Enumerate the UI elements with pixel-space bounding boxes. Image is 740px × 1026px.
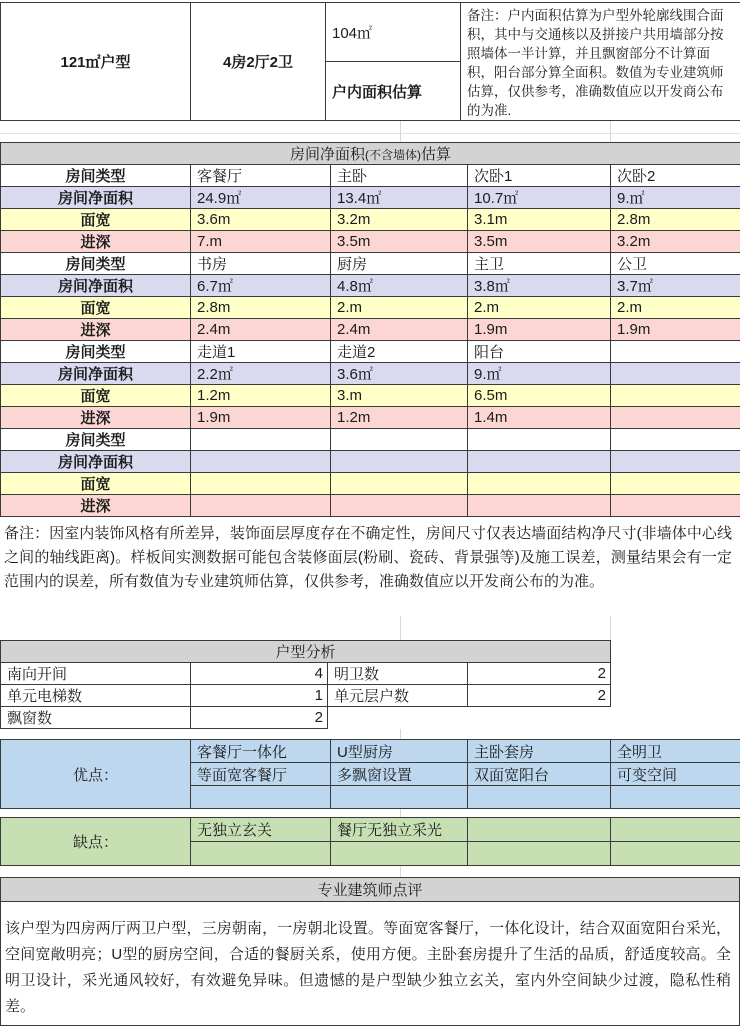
- pros-item-cell: 客餐厅一体化: [191, 740, 331, 763]
- pros-item-cell: 可变空间: [611, 763, 740, 786]
- room-depth-cell: 3.5m: [331, 231, 468, 253]
- cons-item-cell: [191, 842, 331, 866]
- room-width-cell: 3.2m: [331, 209, 468, 231]
- cons-label-cell: 缺点：: [1, 818, 191, 866]
- table-row: [1, 3, 740, 62]
- room-width-cell: 3.6m: [191, 209, 331, 231]
- room-depth-cell: [331, 495, 468, 517]
- room-depth-cell: [611, 407, 740, 429]
- room-width-cell: 2.8m: [191, 297, 331, 319]
- table-row: [1, 818, 740, 842]
- room-area-cell: 3.8㎡: [468, 275, 611, 297]
- room-type-cell: 阳台: [468, 341, 611, 363]
- room-width-cell: 3.m: [331, 385, 468, 407]
- room-width-cell: 6.5m: [468, 385, 611, 407]
- room-depth-cell: 1.9m: [191, 407, 331, 429]
- pros-item-cell: [331, 786, 468, 809]
- room-depth-cell: 3.2m: [611, 231, 740, 253]
- gridline: [400, 616, 401, 640]
- room-width-cell: [611, 385, 740, 407]
- gridline: [400, 809, 401, 817]
- row-label: 房间净面积: [1, 275, 191, 297]
- row-label: 进深: [1, 495, 191, 517]
- table-row: [1, 707, 611, 729]
- cons-item-cell: [468, 818, 611, 842]
- room-table-note: 备注：因室内装饰风格有所差异，装饰面层厚度存在不确定性，房间尺寸仅表达墙面结构净尺寸(非墙体中心线之间的轴线距离)。样板间实测数据可能包含装修面层(粉刷、瓷砖、背景强等)及施工误差，测量结果会有一定范围内的误差，所有数值为专业建筑师估算，仅供参考，准确数值应以开发商公布的为准。: [0, 517, 740, 616]
- title-small: (不含墙体): [365, 148, 421, 162]
- row-label: 进深: [1, 407, 191, 429]
- grid-gap: [0, 866, 740, 877]
- room-area-cell: 6.7㎡: [191, 275, 331, 297]
- row-label: 面宽: [1, 209, 191, 231]
- analysis-label-cell: 单元层户数: [328, 685, 468, 707]
- room-area-cell: [468, 451, 611, 473]
- room-area-cell: 3.6㎡: [331, 363, 468, 385]
- table-row: [1, 275, 740, 297]
- pros-table: [0, 739, 740, 809]
- pros-item-cell: 多飘窗设置: [331, 763, 468, 786]
- analysis-label-cell: 飘窗数: [1, 707, 191, 729]
- room-area-cell: 4.8㎡: [331, 275, 468, 297]
- pros-label-cell: 优点：: [1, 740, 191, 809]
- room-depth-cell: 2.4m: [191, 319, 331, 341]
- empty-cell: [328, 707, 468, 729]
- empty-cell: [468, 707, 611, 729]
- room-depth-cell: 2.4m: [331, 319, 468, 341]
- room-width-cell: [331, 473, 468, 495]
- table-row: [1, 253, 740, 275]
- row-label: 进深: [1, 231, 191, 253]
- room-type-cell: 走道2: [331, 341, 468, 363]
- analysis-label-cell: 南向开间: [1, 663, 191, 685]
- analysis-value-cell: 2: [191, 707, 328, 729]
- room-type-cell: 走道1: [191, 341, 331, 363]
- table-row: [1, 429, 740, 451]
- row-label: 房间净面积: [1, 187, 191, 209]
- grid-gap: [0, 809, 740, 817]
- table-row: [1, 473, 740, 495]
- pros-item-cell: [468, 786, 611, 809]
- pros-item-cell: 全明卫: [611, 740, 740, 763]
- review-body: 该户型为四房两厅两卫户型，三房朝南，一房朝北设置。等面宽客餐厅，一体化设计，结合双面宽阳台采光，空间宽敞明亮；U型的厨房空间，合适的餐厨关系，使用方便。主卧套房提升了生活的品质，舒适度较高。全明卫设计，采光通风较好，有效避免异味。但遗憾的是户型缺少独立玄关，室内外空间缺少过渡，隐私性稍差。: [0, 902, 740, 1026]
- room-depth-cell: [611, 495, 740, 517]
- room-type-cell: [331, 429, 468, 451]
- pros-item-cell: U型厨房: [331, 740, 468, 763]
- unit-area-value-cell: 104㎡: [326, 3, 461, 62]
- room-area-cell: 9.㎡: [468, 363, 611, 385]
- room-depth-cell: 1.9m: [611, 319, 740, 341]
- room-width-cell: 2.m: [331, 297, 468, 319]
- room-width-cell: [191, 473, 331, 495]
- row-label: 面宽: [1, 473, 191, 495]
- analysis-value-cell: 4: [191, 663, 328, 685]
- room-area-cell: [191, 451, 331, 473]
- title-tail: 估算: [421, 146, 451, 163]
- room-type-cell: [191, 429, 331, 451]
- row-label: 房间类型: [1, 253, 191, 275]
- table-row: [1, 231, 740, 253]
- analysis-value-cell: 2: [468, 685, 611, 707]
- table-row: [1, 641, 611, 663]
- row-label: 房间类型: [1, 341, 191, 363]
- room-area-cell: 2.2㎡: [191, 363, 331, 385]
- analysis-label-cell: 单元电梯数: [1, 685, 191, 707]
- cons-item-cell: [611, 842, 740, 866]
- room-width-cell: 1.2m: [191, 385, 331, 407]
- row-label: 房间净面积: [1, 451, 191, 473]
- gridline: [400, 121, 401, 142]
- title-main: 房间净面积: [290, 146, 365, 163]
- room-type-cell: [468, 429, 611, 451]
- room-type-cell: 客餐厅: [191, 165, 331, 187]
- table-row: [1, 297, 740, 319]
- cons-table: [0, 817, 740, 866]
- row-label: 进深: [1, 319, 191, 341]
- row-label: 房间净面积: [1, 363, 191, 385]
- room-table-title: [1, 143, 740, 165]
- room-type-cell: 书房: [191, 253, 331, 275]
- room-depth-cell: 1.4m: [468, 407, 611, 429]
- table-row: [1, 451, 740, 473]
- gridline: [400, 729, 401, 739]
- analysis-value-cell: 2: [468, 663, 611, 685]
- unit-header-table: [0, 2, 740, 121]
- room-type-cell: 次卧1: [468, 165, 611, 187]
- grid-gap: [0, 616, 740, 640]
- unit-area-label-cell: 户内面积估算: [326, 62, 461, 121]
- room-area-cell: 13.4㎡: [331, 187, 468, 209]
- analysis-value-cell: 1: [191, 685, 328, 707]
- pros-item-cell: 主卧套房: [468, 740, 611, 763]
- table-row: [1, 685, 611, 707]
- grid-gap: [0, 121, 740, 142]
- table-row: [1, 319, 740, 341]
- pros-item-cell: [191, 786, 331, 809]
- room-area-cell: [611, 363, 740, 385]
- gridline: [400, 866, 401, 877]
- room-depth-cell: [468, 495, 611, 517]
- analysis-table: [0, 640, 611, 729]
- unit-header-note: 备注：户内面积估算为户型外轮廓线围合面积，其中与交通核以及拼接户共用墙部分按照墙体一半计算，并且飘窗部分不计算面积，阳台部分算全面积。数值为专业建筑师估算，仅供参考，准确数值应以开发商公布的为准.: [461, 3, 740, 121]
- table-row: [1, 740, 740, 763]
- row-label: 房间类型: [1, 165, 191, 187]
- table-row: [1, 385, 740, 407]
- room-area-cell: [611, 451, 740, 473]
- gridline: [610, 616, 611, 640]
- room-type-cell: [611, 341, 740, 363]
- gridline: [610, 121, 611, 142]
- room-area-cell: 3.7㎡: [611, 275, 740, 297]
- table-row: [1, 363, 740, 385]
- pros-item-cell: 双面宽阳台: [468, 763, 611, 786]
- room-width-cell: 2.m: [468, 297, 611, 319]
- analysis-title: 户型分析: [1, 641, 611, 663]
- room-depth-cell: 1.2m: [331, 407, 468, 429]
- table-row: [1, 165, 740, 187]
- room-width-cell: [611, 473, 740, 495]
- room-area-cell: [331, 451, 468, 473]
- grid-gap: [0, 729, 740, 739]
- room-type-cell: 公卫: [611, 253, 740, 275]
- room-type-cell: 厨房: [331, 253, 468, 275]
- table-row: [1, 407, 740, 429]
- room-type-cell: 主卧: [331, 165, 468, 187]
- room-width-cell: 3.1m: [468, 209, 611, 231]
- review-title: 专业建筑师点评: [0, 877, 740, 902]
- table-row: [1, 209, 740, 231]
- room-depth-cell: 7.m: [191, 231, 331, 253]
- table-row: [1, 143, 740, 165]
- cons-item-cell: [611, 818, 740, 842]
- gridline: [0, 133, 740, 134]
- unit-type-cell: 121㎡户型: [1, 3, 191, 121]
- analysis-label-cell: 明卫数: [328, 663, 468, 685]
- table-row: [1, 187, 740, 209]
- unit-layout-cell: 4房2厅2卫: [191, 3, 326, 121]
- room-depth-cell: 3.5m: [468, 231, 611, 253]
- table-row: [1, 341, 740, 363]
- cons-item-cell: [468, 842, 611, 866]
- room-width-cell: 2.m: [611, 297, 740, 319]
- table-row: [1, 663, 611, 685]
- row-label: 面宽: [1, 297, 191, 319]
- table-row: [1, 495, 740, 517]
- cons-item-cell: 无独立玄关: [191, 818, 331, 842]
- room-type-cell: [611, 429, 740, 451]
- pros-item-cell: 等面宽客餐厅: [191, 763, 331, 786]
- row-label: 房间类型: [1, 429, 191, 451]
- room-type-cell: 主卫: [468, 253, 611, 275]
- cons-item-cell: [331, 842, 468, 866]
- room-depth-cell: 1.9m: [468, 319, 611, 341]
- room-area-cell: 10.7㎡: [468, 187, 611, 209]
- room-width-cell: 2.8m: [611, 209, 740, 231]
- row-label: 面宽: [1, 385, 191, 407]
- pros-item-cell: [611, 786, 740, 809]
- room-area-table: [0, 142, 740, 517]
- room-width-cell: [468, 473, 611, 495]
- cons-item-cell: 餐厅无独立采光: [331, 818, 468, 842]
- room-depth-cell: [191, 495, 331, 517]
- room-area-cell: 24.9㎡: [191, 187, 331, 209]
- room-area-cell: 9.㎡: [611, 187, 740, 209]
- room-type-cell: 次卧2: [611, 165, 740, 187]
